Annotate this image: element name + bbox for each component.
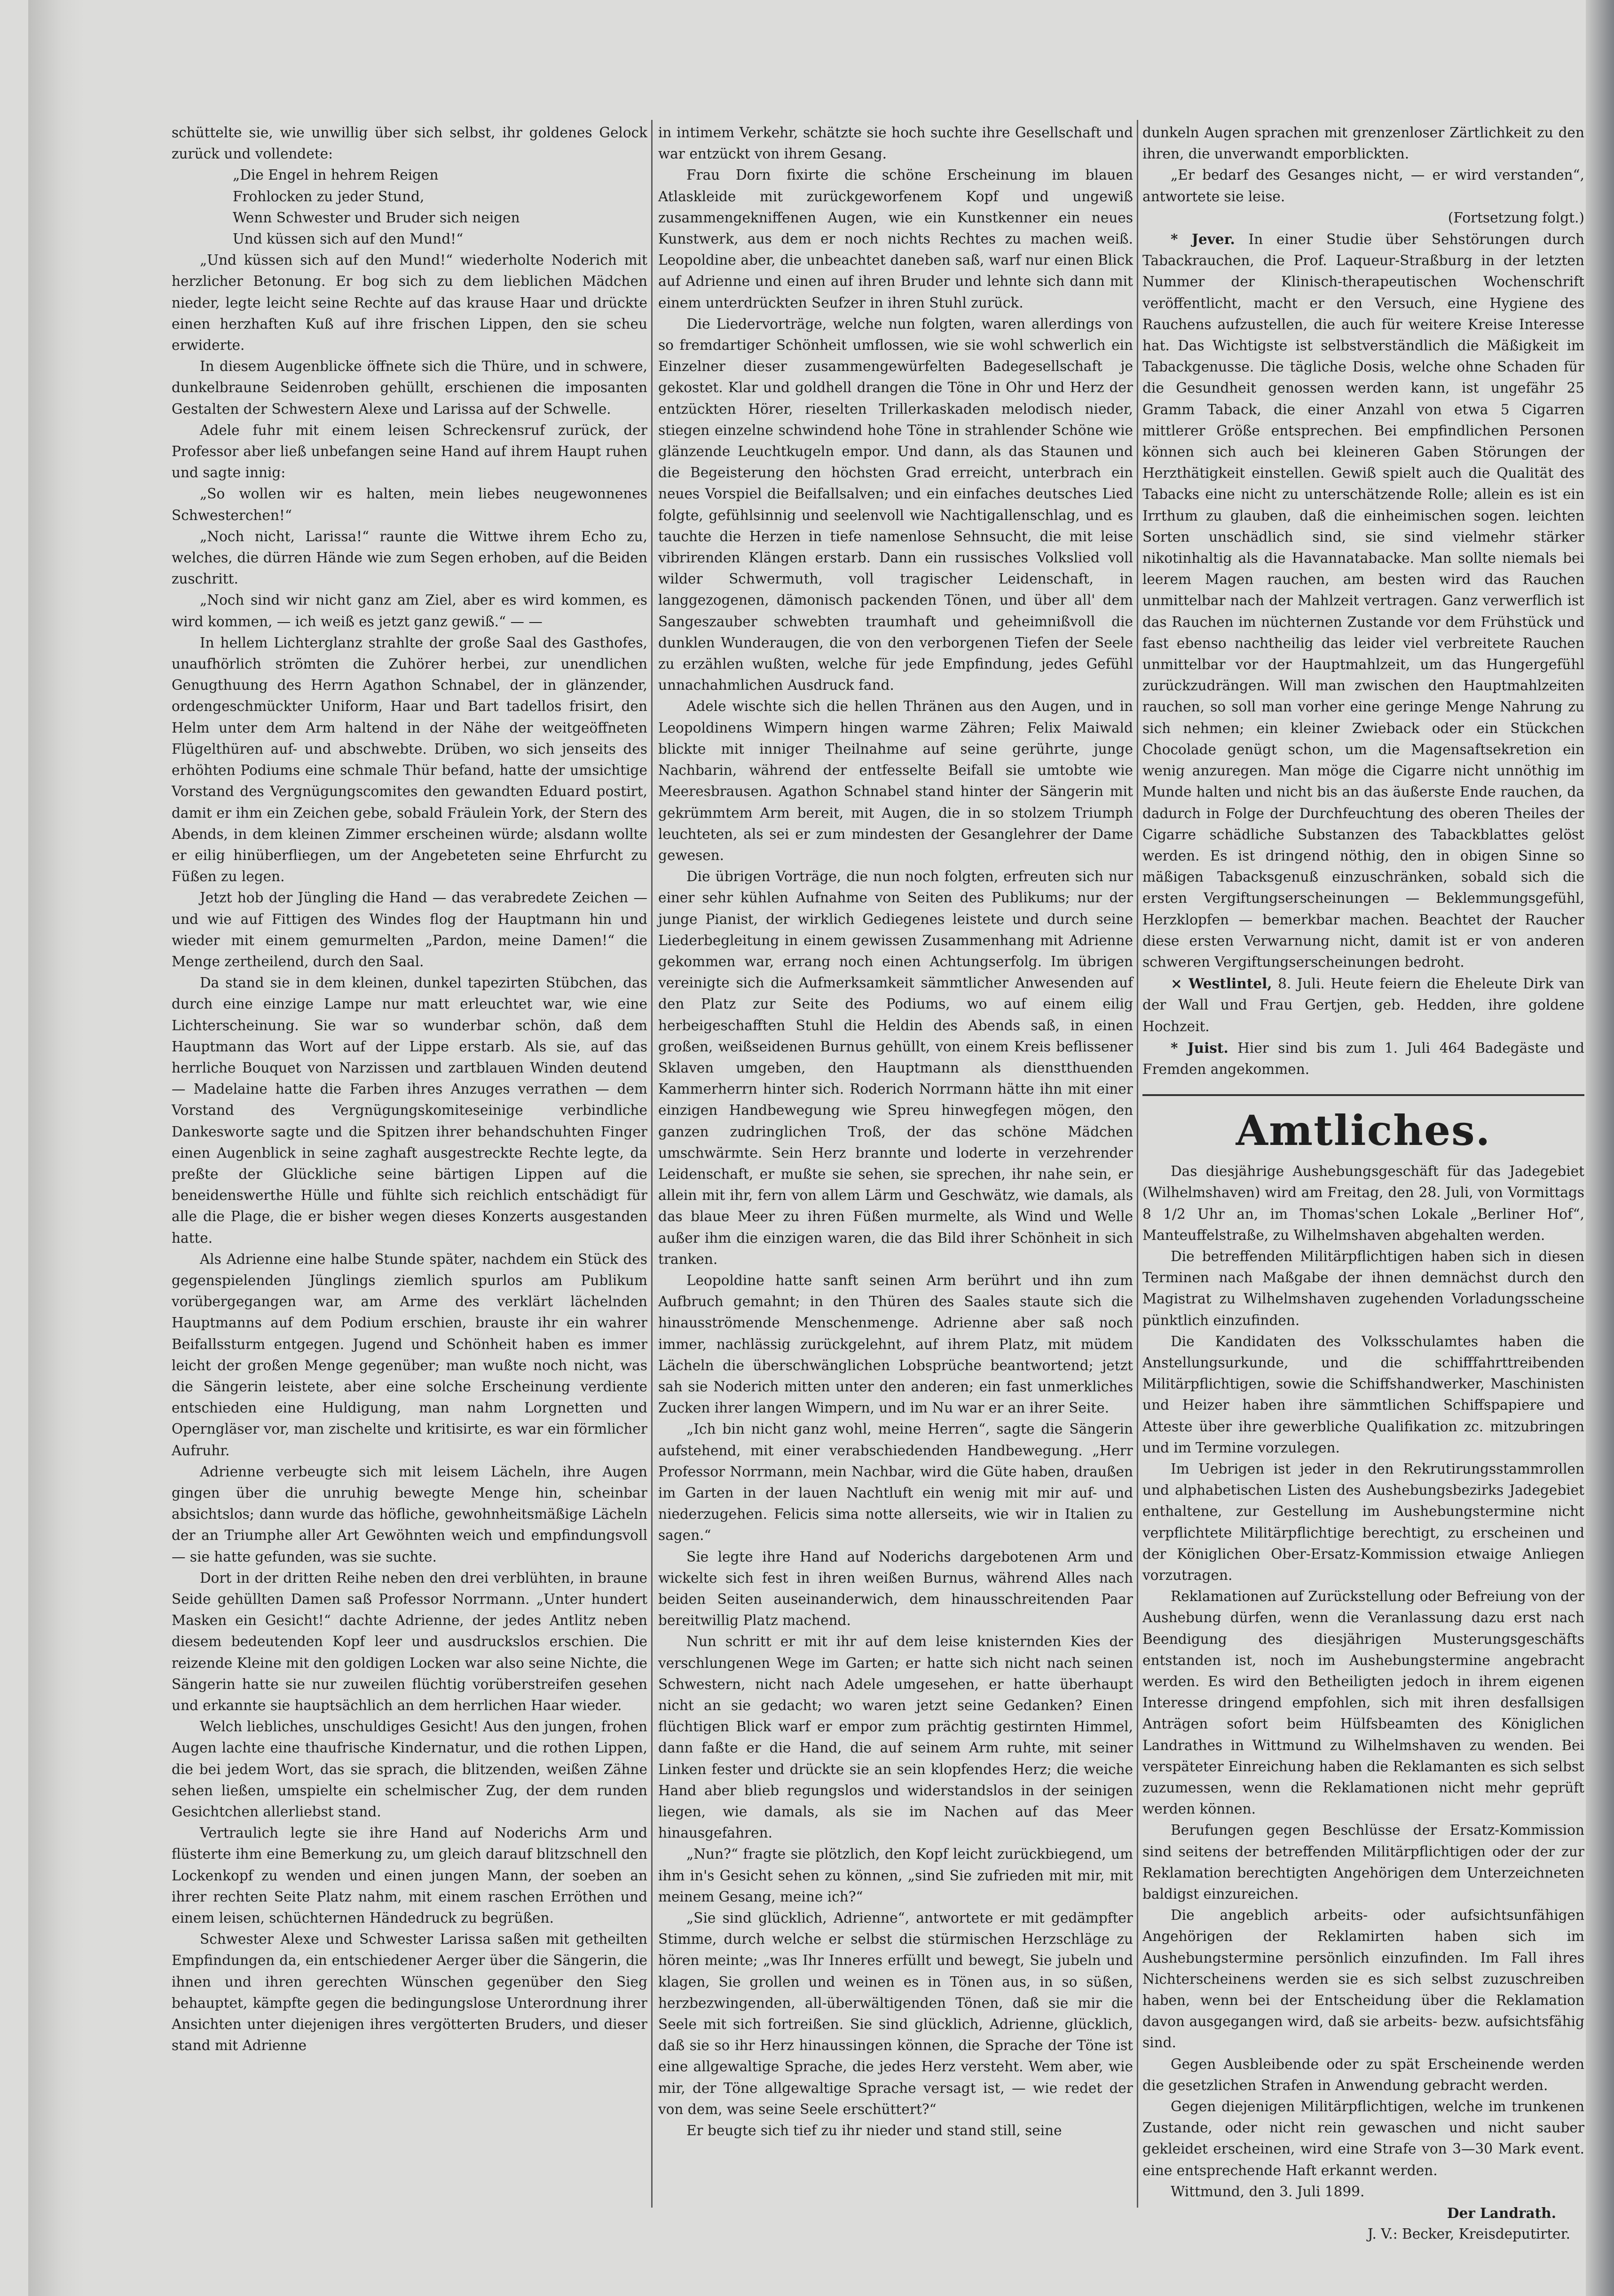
story-continuation xyxy=(1142,122,1584,229)
paragraph: Frau Dorn fixirte die schöne Erscheinung im blauen Atlaskleide mit zurückgeworfenem Kopf und ungewiß zusammengekniffenen Augen, wie ein Kunstkenner ein neues Kunstwerk, aus dem er noch nichts Rechtes zu machen weiß. Leopoldine aber, die unbeachtet daneben saß, warf nur einen Blick auf Adrienne und einen auf ihren Bruder und lehnte sich dann mit einem unterdrückten Seufzer in ihren Stuhl zurück. xyxy=(658,167,1133,311)
notice-paragraph: Wittmund, den 3. Juli 1899. xyxy=(1171,2183,1365,2200)
news-text: 8. Juli. Heute feiern die Eheleute Dirk van der Wall und Frau Gertjen, geb. Hedden, ihre goldene Hochzeit. xyxy=(1142,976,1584,1034)
paragraph: „Nun?“ fragte sie plötzlich, den Kopf leicht zurückbiegend, um ihm in's Gesicht sehen zu können, „sind Sie zufrieden mit mir, mit meinem Gesang, meine ich?“ xyxy=(658,1846,1133,1905)
local-news xyxy=(1142,229,1584,1080)
paragraph: Da stand sie in dem kleinen, dunkel tapezirten Stübchen, das durch eine einzige Lampe nur matt erleuchtet war, wie eine Lichterscheinung. Sie war so wunderbar schön, daß dem Hauptmann das Wort auf der Lippe erstarb. Als sie, auf das herrliche Bouquet von Narzissen und zartblauen Winden deutend — Madelaine hatte die Farben ihres Anzuges verrathen — dem Vorstand des Vergnügungskomiteseinige verbindliche Dankesworte sagte und die Spitzen ihrer behandschuhten Finger einen Augenblick in seine zaghaft ausgestreckte Rechte legte, da preßte der Glückliche seine bärtigen Lippen auf die beneidenswerthe Hülle und fühlte sich reichlich entschädigt für alle die Plage, die er bisher wegen dieses Konzerts ausgestanden hatte. xyxy=(172,975,647,1246)
paragraph: Frohlocken zu jeder Stund, xyxy=(233,188,425,205)
paragraph: Vertraulich legte sie ihre Hand auf Noderichs Arm und flüsterte ihm eine Bemerkung zu, um gleich darauf blitzschnell den Lockenkopf zu wenden und einen jungen Mann, der soeben an ihrer rechten Seite Platz nahm, mit einem raschen Erröthen und einem leisen, schüchternen Händedruck zu begrüßen. xyxy=(172,1825,647,1926)
column-rule xyxy=(651,120,653,2208)
paragraph: Als Adrienne eine halbe Stunde später, nachdem ein Stück des gegenspielenden Jünglings ziemlich spurlos am Publikum vorübergegangen war, am Arme des verklärt lächelnden Hauptmanns auf dem Podium erschien, brauste ihr ein wahrer Beifallssturm entgegen. Jugend und Schönheit haben es immer leicht der großen Menge gegenüber; man wußte noch nicht, was die Sängerin leistete, aber eine solche Erscheinung verdiente entschieden eine Huldigung, man nahm Lorgnetten und Operngläser vor, man zischelte und kritisirte, es war ein förmlicher Aufruhr. xyxy=(172,1251,647,1459)
paragraph: „Noch sind wir nicht ganz am Ziel, aber es wird kommen, es wird kommen, — ich weiß es jetzt ganz gewiß.“ — — xyxy=(172,592,647,630)
paragraph: Die übrigen Vorträge, die nun noch folgten, erfreuten sich nur einer sehr kühlen Aufnahme von Seiten des Publikums; nur der junge Pianist, der wirklich Gediegenes leistete und durch seine Liederbegleitung in einem gewissen Zusammenhang mit Adrienne gekommen war, errang noch einen Achtungserfolg. Im übrigen vereinigte sich die Aufmerksamkeit sämmtlicher Anwesenden auf den Platz zur Seite des Podiums, wo auf einem eilig herbeigeschafften Stuhl die Heldin des Abends saß, in einen großen, weißseidenen Burnus gehüllt, von einem Kreis beflissener Sklaven umgeben, den Hauptmann als dienstthuenden Kammerherrn hinter sich. Roderich Norrmann hätte ihn mit einer einzigen Handbewegung wie Spreu hinwegfegen mögen, den ganzen zudringlichen Troß, der das schöne Mädchen umschwärmte. Sein Herz brannte und loderte in verzehrender Leidenschaft, er mußte sie sehen, sie sprechen, ihr nahe sein, er allein mit ihr, fern von allem Lärm und Geschwätz, wie damals, als das blaue Meer zu ihren Füßen murmelte, als Wind und Welle außer ihm die einzigen waren, die das Bild ihrer Schönheit in sich tranken. xyxy=(658,868,1133,1267)
notice-paragraph: Berufungen gegen Beschlüsse der Ersatz-Kommission sind seitens der betreffenden Militärpflichtigen oder der zur Reklamation berechtigten Angehörigen dem Unterzeichneten baldigst einzureichen. xyxy=(1142,1822,1584,1902)
notice-paragraph: Reklamationen auf Zurückstellung oder Befreiung von der Aushebung dürfen, wenn die Veranlassung dazu erst nach Beendigung des diesjährigen Musterungsgeschäfts entstanden ist, noch im Aushebungstermine angebracht werden. Es wird den Betheiligten jedoch in ihrem eigenen Interesse dringend empfohlen, sich mit ihren desfallsigen Anträgen sofort beim Hülfsbeamten des Königlichen Landrathes in Wittmund zu Wilhelmshaven zu wenden. Bei verspäteter Einreichung haben die Reklamanten es sich selbst zuzumessen, wenn die Reklamationen nicht mehr geprüft werden können. xyxy=(1142,1588,1584,1817)
paragraph: In hellem Lichterglanz strahlte der große Saal des Gasthofes, unaufhörlich strömten die Zuhörer herbei, zur unendlichen Genugthuung des Herrn Agathon Schnabel, der in glänzender, ordengeschmückter Uniform, Haar und Bart tadellos frisirt, den Helm unter dem Arm haltend in der Nähe der weitgeöffneten Flügelthüren auf- und abschwebte. Drüben, wo sich jenseits des erhöhten Podiums eine schmale Thür befand, hatte der umsichtige Vorstand des Vergnügungscomites den gewandten Eduard postirt, damit er ihm ein Zeichen gebe, sobald Fräulein York, der Stern des Abends, in dem kleinen Zimmer erscheinen würde; alsdann wollte er eilig hinüberfliegen, um der Angebeteten seine Ehrfurcht zu Füßen zu legen. xyxy=(172,634,647,885)
news-dateline: * Jever. xyxy=(1171,231,1235,248)
news-dateline: * Juist. xyxy=(1171,1039,1228,1056)
notice-paragraph: Gegen diejenigen Militärpflichtigen, welche im trunkenen Zustande, oder nicht rein gewaschen und nicht sauber gekleidet erscheinen, wird eine Strafe von 3—30 Mark event. eine entsprechende Haft erkannt werden. xyxy=(1142,2099,1584,2178)
paragraph: Jetzt hob der Jüngling die Hand — das verabredete Zeichen — und wie auf Fittigen des Windes flog der Hauptmann hin und wieder mit einem gemurmelten „Pardon, meine Damen!“ die Menge zertheilend, durch den Saal. xyxy=(172,890,647,970)
news-item xyxy=(1142,229,1584,973)
paragraph: Sie legte ihre Hand auf Noderichs dargebotenen Arm und wickelte sich fest in ihren weißen Burnus, während Alles nach beiden Seiten auseinanderwich, dem hinausschreitenden Paar bereitwillig Platz machend. xyxy=(658,1548,1133,1629)
notice-deputy: J. V.: Becker, Kreisdeputirter. xyxy=(1367,2226,1570,2242)
page-edge xyxy=(1586,0,1614,2296)
paragraph: Und küssen sich auf den Mund!“ xyxy=(233,231,464,247)
column-right xyxy=(1142,122,1584,2245)
official-notice xyxy=(1142,1161,1584,2202)
paragraph: Adele fuhr mit einem leisen Schreckensruf zurück, der Professor aber ließ unbefangen seine Hand auf ihrem Haupt ruhen und sagte innig: xyxy=(172,422,647,481)
paragraph: Dort in der dritten Reihe neben den drei verblühten, in braune Seide gehüllten Damen saß Professor Norrmann. „Unter hundert Masken ein Gesicht!“ dachte Adrienne, der jedes Antlitz neben diesem bedeutenden Kopf leer und ausdruckslos erschien. Die reizende Kleine mit den goldigen Locken war also seine Nichte, die Sängerin hatte sie nur zuweilen flüchtig vorüberstreifen gesehen und erkannte sie hauptsächlich an dem herrlichen Haar wieder. xyxy=(172,1570,647,1714)
paragraph: Leopoldine hatte sanft seinen Arm berührt und ihn zum Aufbruch gemahnt; in den Thüren des Saales staute sich die hinausströmende Menschenmenge. Adrienne aber saß noch immer, nachlässig zurückgelehnt, auf ihrem Platz, mit müdem Lächeln die überschwänglichen Lobsprüche beantwortend; jetzt sah sie Noderich mitten unter den anderen; ein fast unmerkliches Zucken ihrer langen Wimpern, und im Nu war er an ihrer Seite. xyxy=(658,1272,1133,1416)
paragraph: dunkeln Augen sprachen mit grenzenloser Zärtlichkeit zu den ihren, die unverwandt emporblickten. xyxy=(1142,125,1584,162)
paragraph: schüttelte sie, wie unwillig über sich selbst, ihr goldenes Gelock zurück und vollendete: xyxy=(172,125,647,162)
paragraph: „Er bedarf des Gesanges nicht, — er wird verstanden“, antwortete sie leise. xyxy=(1142,167,1584,205)
notice-paragraph: Das diesjährige Aushebungsgeschäft für das Jadegebiet (Wilhelmshaven) wird am Freitag, den 28. Juli, von Vormittags 8 1/2 Uhr an, im Thomas'schen Lokale „Berliner Hof“, Manteuffelstraße, zu Wilhelmshaven abgehalten werden. xyxy=(1142,1163,1584,1243)
notice-paragraph: Die angeblich arbeits- oder aufsichtsunfähigen Angehörigen der Reklamirten haben sich im Aushebungstermine persönlich einzufinden. Im Fall ihres Nichterscheinens werden sie es sich selbst zuzuschreiben haben, wenn bei der Entscheidung über die Reklamation davon ausgegangen wird, daß sie arbeits- bezw. aufsichtsfähig sind. xyxy=(1142,1907,1584,2051)
paragraph: Wenn Schwester und Bruder sich neigen xyxy=(233,209,520,226)
paragraph: in intimem Verkehr, schätzte sie hoch suchte ihre Gesellschaft und war entzückt von ihrem Gesang. xyxy=(658,125,1133,162)
notice-paragraph: Im Uebrigen ist jeder in den Rekrutirungsstammrollen und alphabetischen Listen des Aushebungsbezirks Jadegebiet enthaltene, zur Gestellung im Aushebungstermine nicht verpflichtete Militärpflichtige berechtigt, zu erscheinen und der Königlichen Ober-Ersatz-Kommission etwaige Anliegen vorzutragen. xyxy=(1142,1460,1584,1583)
column-middle xyxy=(658,122,1133,2141)
page-spine xyxy=(28,0,85,2296)
paragraph: „So wollen wir es halten, mein liebes neugewonnenes Schwesterchen!“ xyxy=(172,486,647,523)
notice-paragraph: Gegen Ausbleibende oder zu spät Erscheinende werden die gesetzlichen Strafen in Anwendung gebracht werden. xyxy=(1142,2056,1584,2093)
news-item xyxy=(1142,1037,1584,1080)
paragraph: „Ich bin nicht ganz wohl, meine Herren“, sagte die Sängerin aufstehend, mit einer verabschiedenden Handbewegung. „Herr Professor Norrmann, mein Nachbar, wird die Güte haben, draußen im Garten in der lauen Nachtluft ein wenig mit mir auf- und niederzugehen. Felicis sima notte allerseits, wie wir in Italien zu sagen.“ xyxy=(658,1421,1133,1544)
column-rule xyxy=(1137,120,1138,2208)
paragraph: Adele wischte sich die hellen Thränen aus den Augen, und in Leopoldinens Wimpern hingen warme Zähren; Felix Maiwald blickte mit inniger Theilnahme auf seine gerührte, junge Nachbarin, während der entfesselte Beifall sie umtobte wie Meeresbrausen. Agathon Schnabel stand hinter der Sängerin mit gekrümmtem Arm bereit, mit Augen, die in so stolzem Triumph leuchteten, als sei er zum mindesten der Gesanglehrer der Dame gewesen. xyxy=(658,698,1133,863)
paragraph: Adrienne verbeugte sich mit leisem Lächeln, ihre Augen gingen über die unruhig bewegte Menge hin, scheinbar absichtslos; dann wurde das höfliche, gewohnheitsmäßige Lächeln der an Triumphe aller Art Gewöhnten weich und empfindungsvoll — sie hatte gefunden, was sie suchte. xyxy=(172,1463,647,1565)
news-dateline: × Westlintel, xyxy=(1171,975,1272,992)
paragraph: „Sie sind glücklich, Adrienne“, antwortete er mit gedämpfter Stimme, durch welche er selbst die stürmischen Herzschläge zu hören meinte; „was Ihr Inneres erfüllt und bewegt, Sie jubeln und klagen, Sie grollen und weinen es in Tönen aus, in so süßen, herzbezwingenden, all-überwältigenden Tönen, daß sie mir die Seele mit sich fortreißen. Sie sind glücklich, Adrienne, glücklich, daß sie so ihr Herz hinaussingen können, die Sprache der Töne ist eine allgewaltige Sprache, die jedes Herz versteht. Wem aber, wie mir, der Töne allgewaltige Sprache versagt ist, — wie redet der von dem, was seine Seele erschüttert?“ xyxy=(658,1910,1133,2117)
paragraph: „Die Engel in hehrem Reigen xyxy=(233,167,439,183)
notice-paragraph: Die betreffenden Militärpflichtigen haben sich in diesen Terminen nach Maßgabe der ihnen demnächst durch den Magistrat zu Wilhelmshaven zugehenden Vorladungsscheine pünktlich einzufinden. xyxy=(1142,1248,1584,1328)
column-left xyxy=(172,122,647,2056)
news-item xyxy=(1142,973,1584,1037)
news-text: Hier sind bis zum 1. Juli 464 Badegäste und Fremden angekommen. xyxy=(1142,1040,1584,1077)
paragraph: (Fortsetzung folgt.) xyxy=(1448,209,1584,226)
news-text: In einer Studie über Sehstörungen durch Tabackrauchen, die Prof. Laqueur-Straßburg in der letzten Nummer der Klinisch-therapeutischen Wochenschrift veröffentlicht, macht er den Versuch, eine Hygiene des Rauchens aufzustellen, die auch für weitere Kreise Interesse hat. Das Wichtigste ist selbstverständlich die Mäßigkeit im Tabackgenusse. Die tägliche Dosis, welche ohne Schaden für die Gesundheit genossen werden kann, ist ungefähr 25 Gramm Taback, die einer Anzahl von etwa 5 Cigarren mittlerer Größe entsprechen. Bei empfindlichen Personen können sich auch bei kleineren Gaben Störungen der Herzthätigkeit einstellen. Gewiß spielt auch die Qualität des Tabacks eine nicht zu unterschätzende Rolle; allein es ist ein Irrthum zu glauben, daß die einheimischen sogen. leichten Sorten unschädlich sind, sie sind vielmehr stärker nikotinhaltig als die Havannatabacke. Man sollte niemals bei leerem Magen rauchen, am besten wird das Rauchen unmittelbar nach der Mahlzeit vertragen. Ganz verwerflich ist das Rauchen im nüchternen Zustande vor dem Frühstück und fast ebenso nachtheilig das leider viel verbreitete Rauchen unmittelbar vor der Hauptmahlzeit, um das Hungergefühl zurückzudrängen. Will man zwischen den Hauptmahlzeiten rauchen, so soll man vorher eine geringe Menge Nahrung zu sich nehmen; ein kleiner Zwieback oder ein Stückchen Chocolade genügt schon, um die Magensaftsekretion ein wenig anzuregen. Man möge die Cigarre nicht unnöthig im Munde halten und nicht bis an das äußerste Ende rauchen, da dadurch in Folge der Durchfeuchtung des oberen Theiles der Cigarre schädliche Substanzen des Tabackblattes gelöst werden. Es ist dringend nöthig, den in obigen Sinne so mäßigen Tabacksgenuß einzuschränken, sobald sich die ersten Vergiftungserscheinungen — Beklemmungsgefühl, Herzklopfen — bemerkbar machen. Beachtet der Raucher diese ersten Verwarnung nicht, damit ist er von anderen schweren Vergiftungserscheinungen bedroht. xyxy=(1142,231,1584,970)
paragraph: „Noch nicht, Larissa!“ raunte die Wittwe ihrem Echo zu, welches, die dürren Hände wie zum Segen erhoben, auf die Beiden zuschritt. xyxy=(172,528,647,587)
paragraph: „Und küssen sich auf den Mund!“ wiederholte Noderich mit herzlicher Betonung. Er bog sich zu dem lieblichen Mädchen nieder, legte leicht seine Rechte auf das krause Haar und drückte einen herzhaften Kuß auf ihre frischen Lippen, den sie scheu erwiderte. xyxy=(172,252,647,354)
paragraph: Die Liedervorträge, welche nun folgten, waren allerdings von so fremdartiger Schönheit umflossen, wie sie wohl schwerlich ein Einzelner dieser zusammengewürfelten Badegesellschaft je gekostet. Klar und goldhell drangen die Töne in Ohr und Herz der entzückten Hörer, rieselten Trillerkaskaden melodisch nieder, stiegen einzelne schwindend hohe Töne in strahlender Schöne wie glänzende Leuchtkugeln empor. Und dann, als das Staunen und die Begeisterung den höchsten Grad erreicht, unterbrach ein neues Vorspiel die Beifallsalven; und ein einfaches deutsches Lied folgte, gefühlsinnig und seelenvoll wie Nachtigallenschlag, und es tauchte die Herzen in tiefe namenlose Sehnsucht, die mit leise vibrirenden Klängen erstarb. Dann ein russisches Volkslied voll wilder Schwermuth, voll tragischer Leidenschaft, in langgezogenen, dämonisch packenden Tönen, und über all' dem Sangeszauber schwebten traumhaft und geheimnißvoll die dunklen Wunderaugen, die von den verborgenen Tiefen der Seele zu erzählen wußten, welche für jede Empfindung, jedes Gefühl unnachahmlichen Ausdruck fand. xyxy=(658,316,1133,694)
paragraph: In diesem Augenblicke öffnete sich die Thüre, und in schwere, dunkelbraune Seidenroben gehüllt, erschienen die imposanten Gestalten der Schwestern Alexe und Larissa auf der Schwelle. xyxy=(172,358,647,417)
paragraph: Schwester Alexe und Schwester Larissa saßen mit getheilten Empfindungen da, ein entschiedener Aerger über die Sängerin, die ihnen und ihren gerechten Wünschen gegenüber den Sieg behauptet, kämpfte gegen die bedingungslose Unterordnung ihrer Ansichten unter diejenigen ihres vergötterten Bruders, und dieser stand mit Adrienne xyxy=(172,1931,647,2054)
paragraph: Nun schritt er mit ihr auf dem leise knisternden Kies der verschlungenen Wege im Garten; er hatte sich nicht nach seinen Schwestern, nicht nach Adele umgesehen, er hatte überhaupt nicht an sie gedacht; wo waren jetzt seine Gedanken? Einen flüchtigen Blick warf er empor zum prächtig gestirnten Himmel, dann faßte er die Hand, die auf seinem Arm ruhte, mit seiner Linken fester und drückte sie an sein klopfendes Herz; die weiche Hand aber blieb regungslos und widerstandslos in der seinigen liegen, wie damals, als sie im Nachen auf das Meer hinausgefahren. xyxy=(658,1633,1133,1841)
notice-paragraph: Die Kandidaten des Volksschulamtes haben die Anstellungsurkunde, und die schifffahrttreibenden Militärpflichtigen, sowie die Schiffshandwerker, Maschinisten und Heizer haben ihre sämmtlichen Schiffspapiere und Atteste über ihre gewerbliche Qualifikation zc. mitzubringen und im Termine vorzulegen. xyxy=(1142,1333,1584,1456)
paragraph: Er beugte sich tief zu ihr nieder und stand still, seine xyxy=(686,2122,1062,2139)
section-title: Amtliches. xyxy=(1142,1094,1584,1156)
notice-signature: Der Landrath. xyxy=(1447,2205,1556,2222)
paragraph: Welch liebliches, unschuldiges Gesicht! Aus den jungen, frohen Augen lachte eine thaufrische Kindernatur, und die rothen Lippen, die bei jedem Wort, das sie sprach, die blitzenden, weißen Zähne sehen ließen, umspielte ein schelmischer Zug, der dem runden Gesichtchen allerliebst stand. xyxy=(172,1719,647,1820)
